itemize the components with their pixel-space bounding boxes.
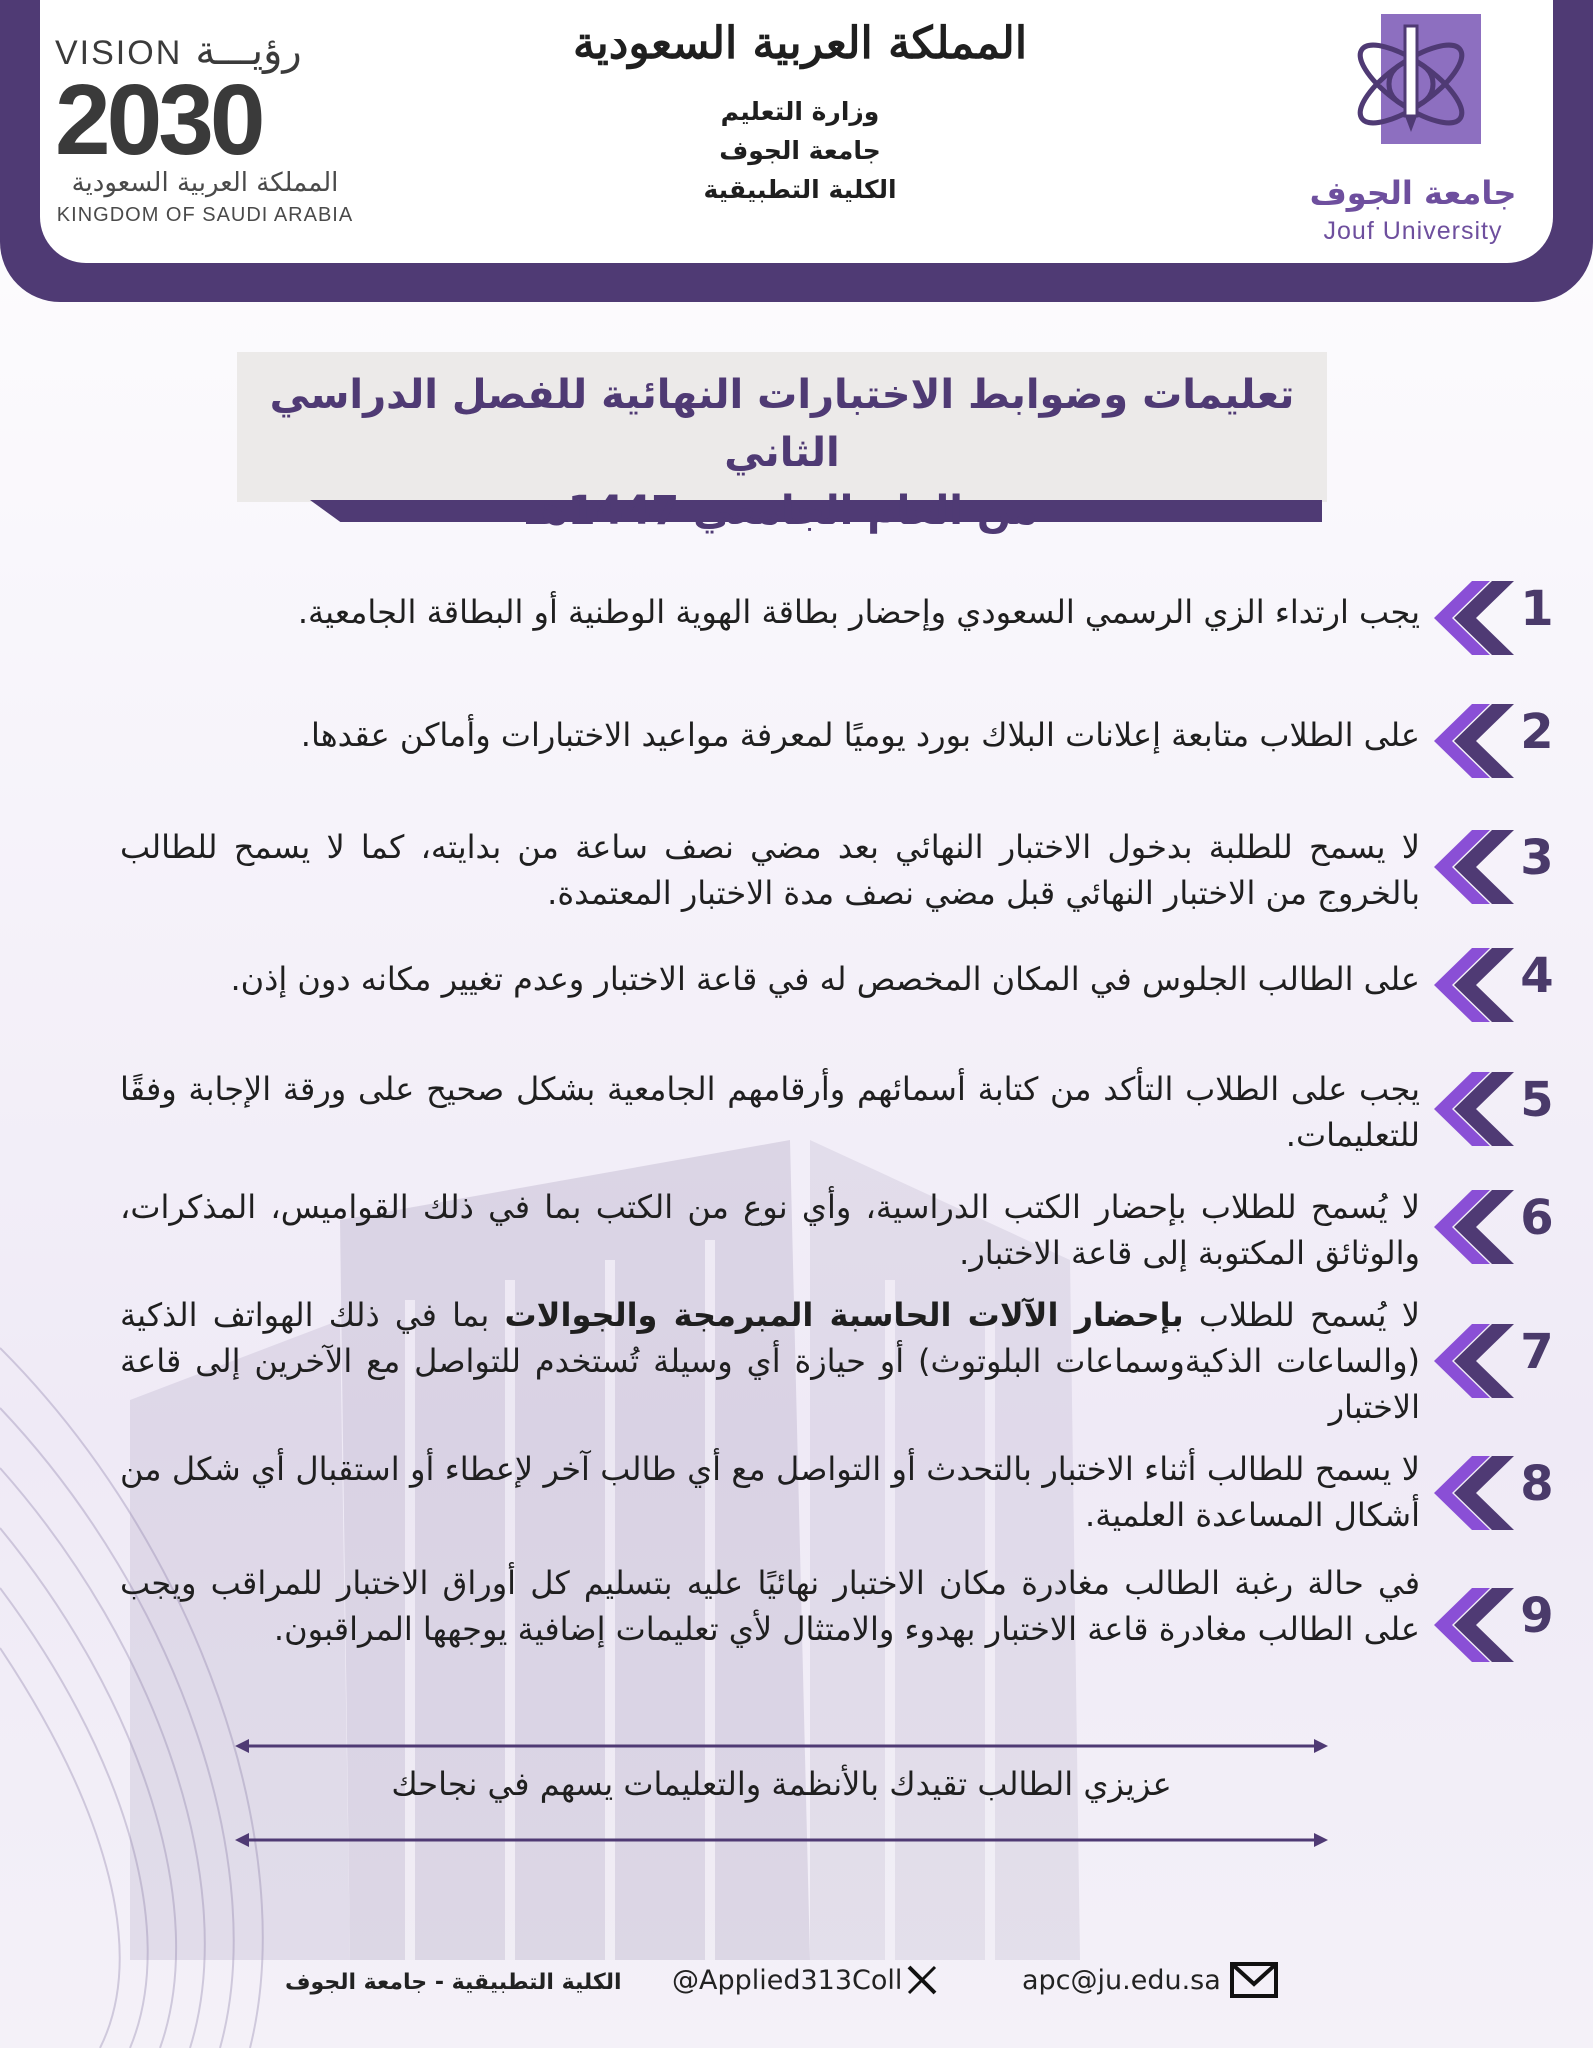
chevron-left-icon (1432, 1450, 1518, 1536)
rule-number: 8 (1520, 1456, 1554, 1512)
vision-en: VISION (55, 34, 183, 72)
rule-text: في حالة رغبة الطالب مغادرة مكان الاختبار نهائيًا عليه بتسليم كل أوراق الاختبار للمراقب ويجب على الطالب مغادرة قاعة الاختبار بهدوء والامتثال لأي تعليمات إضافية يوجهها المراقبون. (120, 1564, 1420, 1648)
chevron-left-icon (1432, 1582, 1518, 1668)
chevron-left-icon (1432, 1318, 1518, 1404)
rule-badge (1440, 575, 1560, 661)
rule-text: لا يُسمح للطلاب بإحضار الكتب الدراسية، وأي نوع من الكتب بما في ذلك القواميس، المذكرات، والوثائق المكتوبة إلى قاعة الاختبار. (120, 1188, 1420, 1272)
chevron-left-icon (1432, 698, 1518, 784)
vision-country-en: KINGDOM OF SAUDI ARABIA (56, 204, 354, 226)
contact-twitter[interactable]: @Applied313Coll (672, 1965, 903, 1996)
closing-message: عزيزي الطالب تقيدك بالأنظمة والتعليمات يسهم في نجاحك (391, 1765, 1172, 1803)
jouf-university-logo (1293, 14, 1533, 244)
rule-item (120, 1062, 1560, 1162)
rule-number: 9 (1520, 1588, 1554, 1644)
divider-arrow-bottom (235, 1830, 1328, 1850)
rule-text (120, 1292, 1420, 1430)
chevron-left-icon (1432, 942, 1518, 1028)
contact-email[interactable]: apc@ju.edu.sa (1022, 1965, 1221, 1996)
rule-text: لا يسمح للطالب أثناء الاختبار بالتحدث أو التواصل مع أي طالب آخر لإعطاء أو استقبال أي شكل من أشكال المساعدة العلمية. (120, 1450, 1420, 1534)
kingdom-block (560, 18, 1040, 204)
vision-2030-logo (55, 28, 355, 238)
rule-number: 1 (1520, 581, 1554, 637)
vision-country-ar: المملكة العربية السعودية (71, 168, 339, 198)
chevron-left-icon (1432, 1184, 1518, 1270)
rule-number: 5 (1520, 1072, 1554, 1128)
rule-item (120, 1292, 1560, 1432)
vision-ar: رؤيـــة (195, 28, 302, 74)
rule-badge (1440, 1184, 1560, 1270)
rule-text-post: بما في ذلك الهواتف الذكية (والساعات الذكيةوسماعات البلوتوث) أو حيازة أي وسيلة تُستخدم للتواصل مع الآخرين إلى قاعة الاختبار (120, 1296, 1420, 1426)
rule-item (120, 1446, 1560, 1546)
rule-text: على الطالب الجلوس في المكان المخصص له في قاعة الاختبار وعدم تغيير مكانه دون إذن. (230, 960, 1420, 998)
chevron-left-icon (1432, 575, 1518, 661)
rule-number: 7 (1520, 1324, 1554, 1380)
rule-badge (1440, 1582, 1560, 1668)
jouf-name-ar: جامعة الجوف (1309, 174, 1517, 212)
page-title (237, 366, 1327, 540)
rule-number: 3 (1520, 830, 1554, 886)
x-twitter-icon (906, 1964, 938, 1996)
atom-pen-icon (1341, 14, 1481, 154)
rule-text: يجب ارتداء الزي الرسمي السعودي وإحضار بطاقة الهوية الوطنية أو البطاقة الجامعية. (297, 593, 1420, 631)
rule-badge (1440, 942, 1560, 1028)
rule-badge (1440, 698, 1560, 784)
rule-badge (1440, 1066, 1560, 1152)
title-line-2: من العام الجامعي 1447هـ (526, 488, 1038, 534)
rule-item (120, 942, 1560, 1032)
rule-item (120, 1180, 1560, 1280)
vision-number: 2030 (55, 64, 262, 176)
rule-text: لا يسمح للطلبة بدخول الاختبار النهائي بعد مضي نصف ساعة من بدايته، كما لا يسمح للطالب بالخروج من الاختبار النهائي قبل مضي نصف مدة الاختبار المعتمدة. (120, 828, 1420, 912)
rule-text: يجب على الطلاب التأكد من كتابة أسمائهم وأرقامهم الجامعية بشكل صحيح على ورقة الإجابة وفقًا للتعليمات. (120, 1070, 1420, 1154)
chevron-left-icon (1432, 824, 1518, 910)
contact-college: الكلية التطبيقية - جامعة الجوف (285, 1970, 622, 1995)
rule-item (120, 1560, 1560, 1700)
rule-number: 6 (1520, 1190, 1554, 1246)
chevron-left-icon (1432, 1066, 1518, 1152)
ministry-line: وزارة التعليم (720, 97, 880, 126)
rule-item (120, 820, 1560, 920)
college-line: الكلية التطبيقية (703, 175, 897, 204)
rule-badge (1440, 1450, 1560, 1536)
divider-arrow-top (235, 1736, 1328, 1756)
rule-item (120, 575, 1560, 665)
rule-text-pre: لا يُسمح للطلاب (1183, 1296, 1421, 1334)
mail-icon (1230, 1962, 1278, 1998)
rule-item (120, 698, 1560, 788)
rule-badge (1440, 1318, 1560, 1404)
rule-number: 2 (1520, 704, 1554, 760)
rule-text-bold: بإحضار الآلات الحاسبة المبرمجة والجوالات (504, 1296, 1184, 1334)
kingdom-title: المملكة العربية السعودية (572, 18, 1028, 69)
jouf-name-en: Jouf University (1323, 217, 1503, 245)
university-line: جامعة الجوف (719, 136, 881, 165)
rule-text: على الطلاب متابعة إعلانات البلاك بورد يوميًا لمعرفة مواعيد الاختبارات وأماكن عقدها. (300, 716, 1420, 754)
rule-number: 4 (1520, 948, 1554, 1004)
rule-badge (1440, 824, 1560, 910)
title-line-1: تعليمات وضوابط الاختبارات النهائية للفصل الدراسي الثاني (269, 372, 1295, 476)
